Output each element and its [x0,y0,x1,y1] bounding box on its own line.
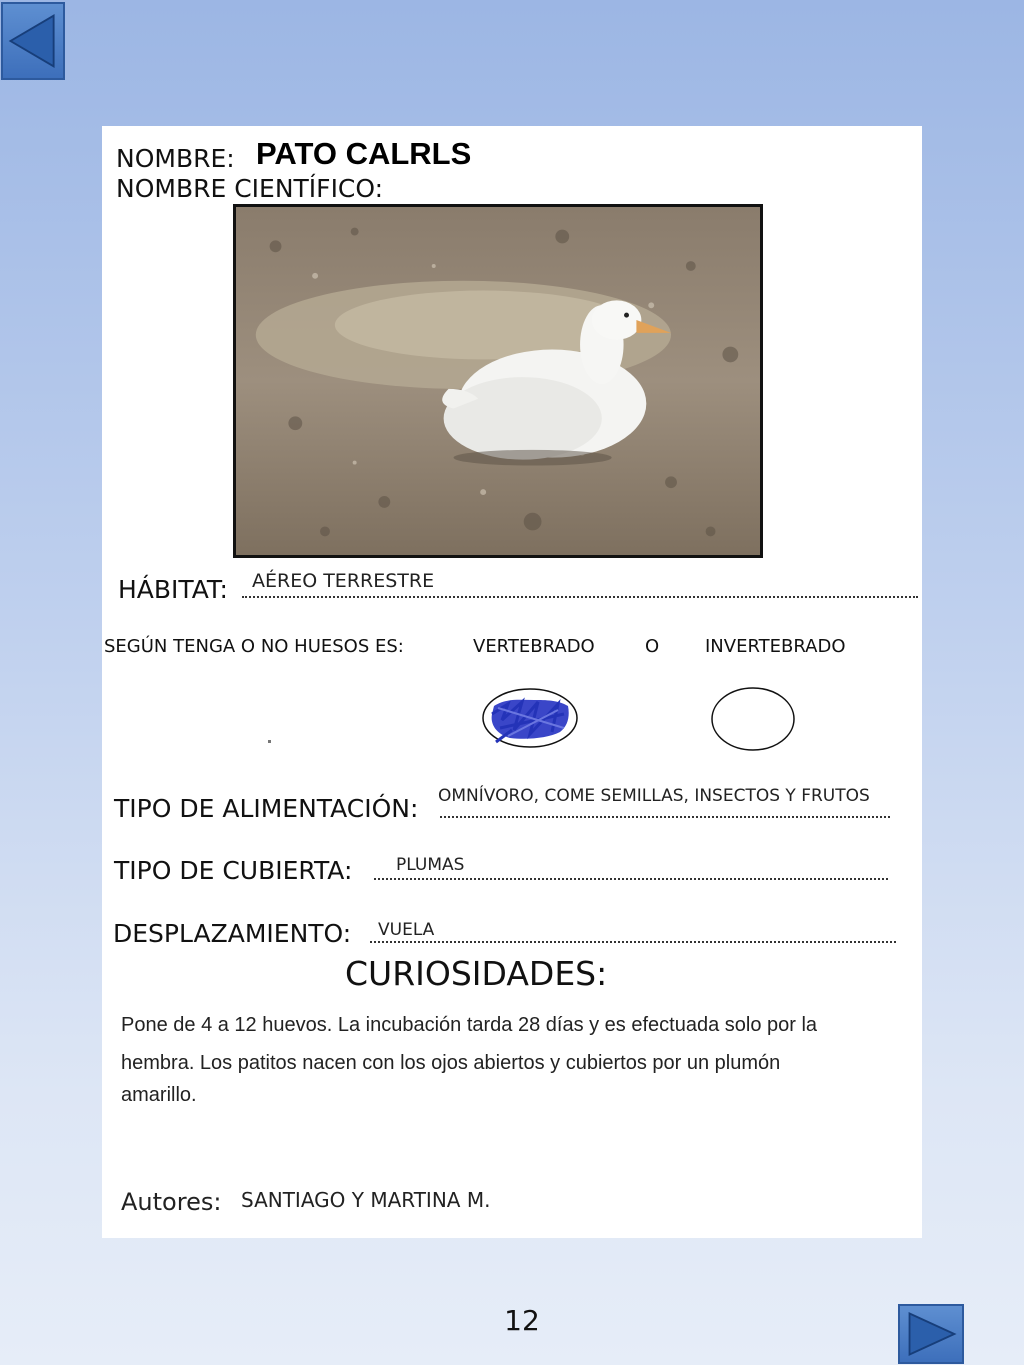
curiosidades-line-2: hembra. Los patitos nacen con los ojos abiertos y cubiertos por un plumón [121,1052,781,1074]
autores-value: SANTIAGO Y MARTINA M. [241,1188,491,1212]
desplazamiento-value: VUELA [378,920,435,940]
desplazamiento-dotted-line [370,941,896,943]
vertebrado-label: VERTEBRADO [473,636,595,657]
vertebrado-option-circle-filled[interactable] [478,684,582,760]
triangle-right-icon [900,1306,962,1362]
alimentacion-value: OMNÍVORO, COME SEMILLAS, INSECTOS Y FRUTOS [438,786,870,806]
nombre-cientifico-label: NOMBRE CIENTÍFICO: [116,174,384,203]
alimentacion-label: TIPO DE ALIMENTACIÓN: [114,794,419,823]
desplazamiento-label: DESPLAZAMIENTO: [113,919,352,948]
next-slide-button[interactable] [898,1304,964,1364]
autores-label: Autores: [121,1188,222,1216]
curiosidades-line-1: Pone de 4 a 12 huevos. La incubación tarda 28 días y es efectuada solo por la [121,1014,818,1036]
cubierta-value: PLUMAS [396,855,465,875]
previous-slide-button[interactable] [1,2,65,80]
stray-dot [268,740,271,743]
cubierta-dotted-line [374,878,888,880]
huesos-question: SEGÚN TENGA O NO HUESOS ES: [104,636,404,657]
duck-photo [233,204,763,558]
habitat-value: AÉREO TERRESTRE [252,570,435,592]
page-number: 12 [504,1304,540,1337]
alimentacion-dotted-line [440,816,890,818]
animal-worksheet-card [102,126,922,1238]
habitat-dotted-line [242,596,918,598]
cubierta-label: TIPO DE CUBIERTA: [114,856,353,885]
curiosidades-title: CURIOSIDADES: [345,954,608,993]
curiosidades-line-3: amarillo. [121,1084,197,1106]
triangle-left-icon [3,4,63,78]
or-label: O [645,636,660,657]
nombre-label: NOMBRE: [116,144,235,173]
nombre-value: PATO CALRLS [256,136,472,171]
invertebrado-option-circle[interactable] [710,686,796,752]
habitat-label: HÁBITAT: [118,575,228,604]
invertebrado-label: INVERTEBRADO [705,636,846,657]
